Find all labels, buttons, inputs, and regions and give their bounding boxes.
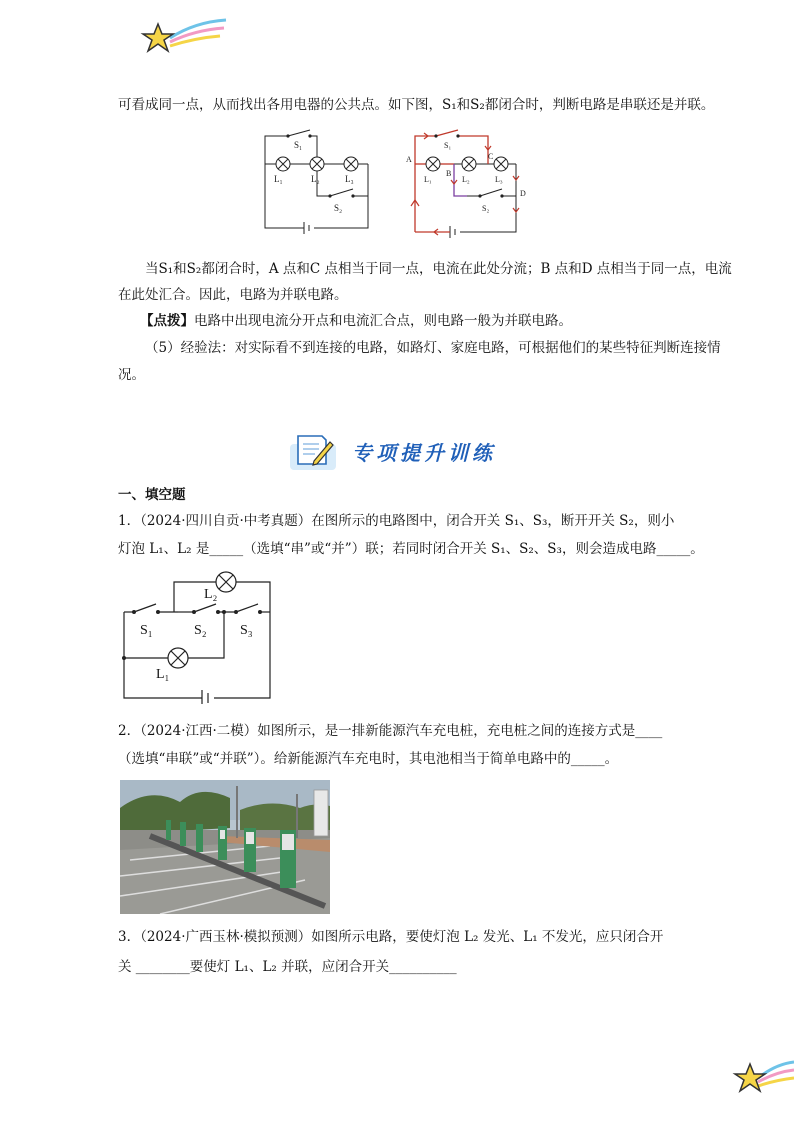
explanation-line-1: 当S₁和S₂都闭合时，A 点和C 点相当于同一点，电流在此处分流；B 点和D 点相当于同一点，电流: [145, 261, 732, 277]
label-b: B: [446, 169, 452, 178]
q1-label-s3: S₃: [240, 623, 253, 638]
charging-station-photo: [120, 780, 330, 914]
q2-line-2: （选填“串联”或“并联”）。给新能源汽车充电时，其电池相当于简单电路中的_____。: [118, 751, 619, 767]
method5-line-2: 况。: [118, 367, 145, 383]
label-l1: L₁: [274, 174, 283, 184]
q1-line-1: 1．（2024·四川自贡·中考真题）在图所示的电路图中，闭合开关 S₁、S₃，断开开关 S₂，则小: [118, 513, 675, 529]
intro-line: 可看成同一点，从而找出各用电器的公共点。如下图，S₁和S₂都闭合时，判断电路是串联还是并联。: [118, 97, 715, 113]
q1-label-s2: S₂: [194, 623, 207, 638]
q1-label-l1: L₁: [156, 667, 170, 682]
q1-line-2: 灯泡 L₁、L₂ 是_____（选填“串”或“并”）联；若同时闭合开关 S₁、S₂、S₃，则会造成电路_____。: [118, 541, 704, 557]
label-d: D: [520, 189, 526, 198]
q1-label-l2: L₂: [204, 587, 218, 602]
tip-text: 电路中出现电流分开点和电流汇合点，则电路一般为并联电路。: [194, 313, 572, 329]
circuit-diagram-right: [404, 124, 526, 240]
label-l3-right: L₃: [495, 175, 503, 184]
label-s2: S₂: [334, 203, 343, 213]
label-s1-right: S₁: [444, 141, 452, 150]
label-l2: L₂: [311, 174, 320, 184]
label-c: C: [488, 152, 494, 161]
shooting-star-icon-bottom: [732, 1054, 794, 1100]
section-title: 专项提升训练: [352, 441, 496, 465]
label-s2-right: S₂: [482, 204, 490, 213]
label-l3: L₃: [345, 174, 354, 184]
label-l2-right: L₂: [462, 175, 470, 184]
q3-line-1: 3．（2024·广西玉林·模拟预测）如图所示电路，要使灯泡 L₂ 发光、L₁ 不发光，应只闭合开: [118, 929, 664, 945]
label-l1-right: L₁: [424, 175, 432, 184]
q1-circuit-diagram: [112, 562, 280, 704]
tip-tag: 【点拨】: [140, 313, 194, 329]
label-s1: S₁: [294, 140, 303, 150]
q2-line-1: 2．（2024·江西·二模）如图所示，是一排新能源汽车充电桩，充电桩之间的连接方式是____: [118, 723, 663, 739]
label-a: A: [406, 155, 412, 164]
part-heading: 一、填空题: [118, 487, 186, 503]
q1-label-s1: S₁: [140, 623, 153, 638]
explanation-line-2: 在此处汇合。因此，电路为并联电路。: [118, 287, 348, 303]
q3-line-2: 关 ________要使灯 L₁、L₂ 并联，应闭合开关__________: [118, 959, 457, 975]
circuit-diagram-left: [258, 124, 374, 236]
tip-paragraph: [140, 310, 572, 332]
notebook-pen-icon: [286, 430, 342, 472]
shooting-star-icon-top: [140, 14, 230, 60]
method5-line-1: （5）经验法：对实际看不到连接的电路，如路灯、家庭电路，可根据他们的某些特征判断连接情: [145, 340, 721, 356]
